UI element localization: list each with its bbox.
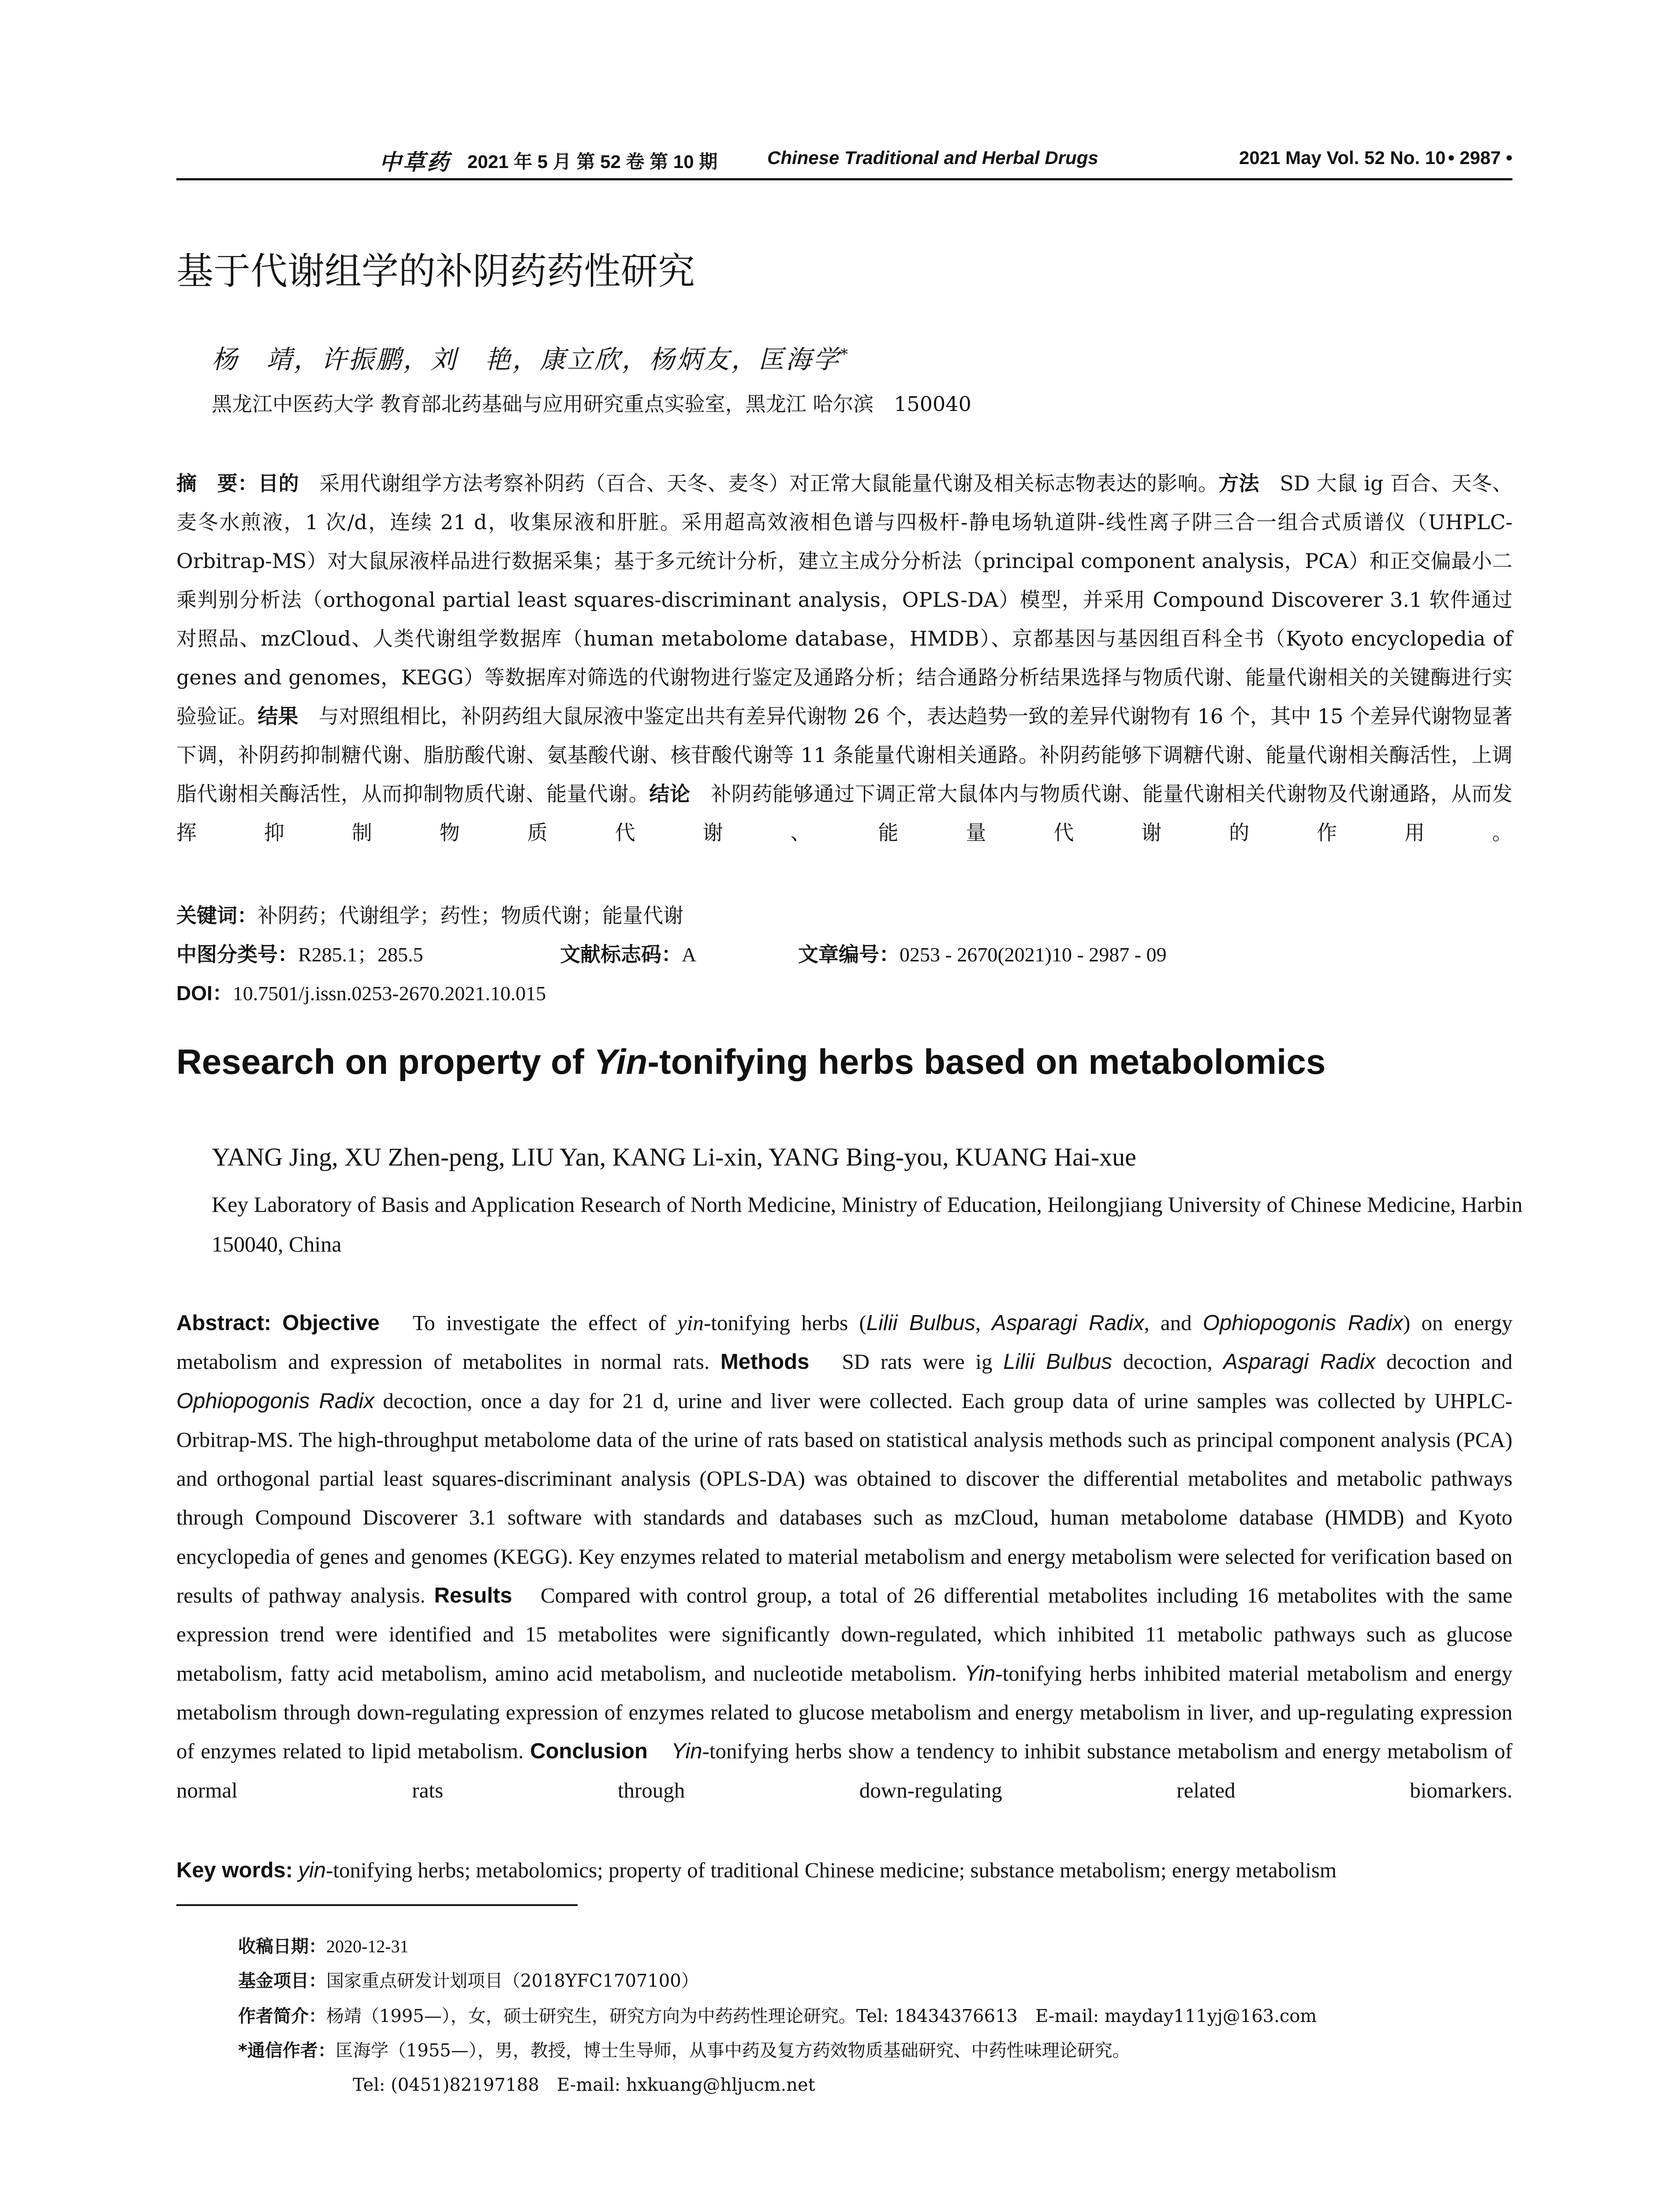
- conclusion-en: -tonifying herbs show a tendency to inhibit substance metabolism and energy metabolism of normal rats through down-regulating related biomarkers.: [176, 1739, 1512, 1802]
- yin-term: Yin: [671, 1739, 702, 1764]
- clc-value: R285.1；285.5: [298, 943, 423, 966]
- results-en-2: -tonifying herbs inhibited material metabolism and energy metabolism through down-regulating expression of enzymes related to glucose metabolism and energy metabolism in liver, and up-regulating expression of enzymes related to lipid metabolism.: [176, 1661, 1512, 1764]
- keywords-cn-text: 补阴药；代谢组学；药性；物质代谢；能量代谢: [258, 904, 683, 927]
- herb-lilii: Lilii Bulbus: [866, 1311, 975, 1335]
- footnote-rule: [176, 1904, 578, 1906]
- methods-label-en: Methods: [720, 1350, 810, 1374]
- keywords-cn: [176, 900, 683, 929]
- document-code-label: 文献标志码：: [560, 943, 682, 966]
- corresponding-mark: *: [840, 345, 850, 363]
- herb-ophiopogonis: Ophiopogonis Radix: [176, 1389, 374, 1413]
- article-id-value: 0253 - 2670(2021)10 - 2987 - 09: [900, 943, 1167, 966]
- page-number: • 2987 •: [1448, 147, 1512, 168]
- yin-term: Yin: [964, 1661, 996, 1686]
- herb-ophiopogonis: Ophiopogonis Radix: [1202, 1311, 1403, 1335]
- received-date: 2020-12-31: [326, 1936, 409, 1956]
- corresponding-label: *通信作者：: [238, 2041, 336, 2061]
- keywords-en-text: -tonifying herbs; metabolomics; property of traditional Chinese medicine; substance metabolism; energy metabolism: [326, 1858, 1337, 1882]
- keywords-en-label: Key words:: [176, 1858, 293, 1882]
- footnote-received: [238, 1932, 409, 1958]
- conclusion-cn: 补阴药能够通过下调正常大鼠体内与物质代谢、能量代谢相关代谢物及代谢通路，从而发挥抑制物质代谢、能量代谢的作用。: [176, 782, 1512, 845]
- yin-term: yin: [298, 1858, 326, 1882]
- received-label: 收稿日期：: [238, 1936, 326, 1957]
- abstract-cn: [176, 464, 1512, 852]
- objective-label-cn: 目的: [258, 472, 299, 495]
- conclusion-gap: [648, 1739, 672, 1763]
- methods-en-2: decoction,: [1112, 1349, 1224, 1374]
- methods-cn: SD 大鼠 ig 百合、天冬、麦冬水煎液，1 次/d，连续 21 d，收集尿液和肝脏。采用超高效液相色谱与四极杆-静电场轨道阱-线性离子阱三合一组合式质谱仪（UHPLC-Orbitrap-MS）对大鼠尿液样品进行数据采集；基于多元统计分析，建立主成分分析法（principal component analysis，PCA）和正交偏最小二乘判别分析法（orthogonal partial least squares-discriminant analysis，OPLS-DA）模型，并采用 Compound Discoverer 3.1 软件通过对照品、mzCloud、人类代谢组学数据库（human metabolome database，HMDB）、京都基因与基因组百科全书（Kyoto encyclopedia of genes and genomes，KEGG）等数据库对筛选的代谢物进行鉴定及通路分析；结合通路分析结果选择与物质代谢、能量代谢相关的关键酶进行实验验证。: [176, 471, 1513, 728]
- author-text: 杨靖（1995—），女，硕士研究生，研究方向为中药药性理论研究。Tel: 18434376613 E-mail: mayday111yj@163.com: [326, 2006, 1317, 2026]
- article-id: [798, 938, 1167, 968]
- title-en-pre: Research on property of: [176, 1042, 594, 1081]
- objective-en-3: ) on energy metabolism and expression of metabolites in normal rats.: [176, 1311, 1513, 1374]
- affiliation-cn: 黑龙江中医药大学 教育部北药基础与应用研究重点实验室，黑龙江 哈尔滨 150040: [212, 392, 971, 416]
- herb-asparagi: Asparagi Radix: [992, 1311, 1144, 1335]
- document-code: [560, 938, 696, 968]
- separator: , and: [1144, 1311, 1203, 1335]
- doi: [176, 977, 546, 1006]
- footnote-fund: [238, 1967, 699, 1992]
- objective-cn: 采用代谢组学方法考察补阴药（百合、天冬、麦冬）对正常大鼠能量代谢及相关标志物表达的影响。: [299, 471, 1219, 495]
- separator: ,: [975, 1311, 992, 1335]
- herb-asparagi: Asparagi Radix: [1223, 1350, 1376, 1374]
- header-rule: [176, 178, 1512, 180]
- running-header: [176, 145, 1512, 176]
- footnote-author: [238, 2002, 1317, 2027]
- corresponding-text: 匡海学（1955—），男，教授，博士生导师，从事中药及复方药效物质基础研究、中药性味理论研究。: [335, 2041, 1130, 2061]
- authors-en: YANG Jing, XU Zhen-peng, LIU Yan, KANG Li-xin, YANG Bing-you, KUANG Hai-xue: [212, 1143, 1136, 1171]
- methods-en-3: decoction and: [1375, 1349, 1513, 1374]
- clc-label: 中图分类号：: [176, 943, 298, 966]
- keywords-cn-label: 关键词：: [176, 904, 258, 927]
- abstract-cn-label: 摘 要：: [176, 472, 258, 495]
- results-label-cn: 结果: [258, 705, 299, 728]
- title-cn: 基于代谢组学的补阴药药性研究: [176, 250, 695, 293]
- journal-logo: 中草药: [379, 149, 451, 175]
- keywords-en: [176, 1857, 1337, 1883]
- author-label: 作者简介：: [238, 2006, 326, 2026]
- issue-cn: 2021 年 5 月 第 52 卷 第 10 期: [467, 151, 718, 172]
- footnote-corresponding: [238, 2037, 1130, 2062]
- methods-label-cn: 方法: [1218, 472, 1259, 495]
- doi-label: DOI：: [176, 982, 233, 1005]
- objective-en-1: To investigate the effect of: [379, 1311, 678, 1335]
- results-cn: 与对照组相比，补阴药组大鼠尿液中鉴定出共有差异代谢物 26 个，表达趋势一致的差异代谢物有 16 个，其中 15 个差异代谢物显著下调，补阴药抑制糖代谢、脂肪酸代谢、氨基酸代谢、核苷酸代谢等 11 条能量代谢相关通路。补阴药能够下调糖代谢、能量代谢相关酶活性，上调脂代谢相关酶活性，从而抑制物质代谢、能量代谢。: [176, 704, 1513, 806]
- objective-en-2: -tonifying herbs (: [703, 1311, 866, 1335]
- affiliation-en: Key Laboratory of Basis and Application Research of North Medicine, Ministry of Education, Heilongjiang University of Chinese Medicine, Harbin 150040, China: [212, 1192, 1523, 1256]
- title-en: [176, 1042, 1325, 1082]
- yin-term: yin: [677, 1311, 704, 1335]
- results-en-1: Compared with control group, a total of 26 differential metabolites including 16 metabolites with the same expression trend were identified and 15 metabolites were significantly down-regulated, which inhibited 11 metabolic pathways such as glucose metabolism, fatty acid metabolism, amino acid metabolism, and nucleotide metabolism.: [176, 1583, 1512, 1686]
- results-label-en: Results: [434, 1584, 512, 1608]
- document-code-value: A: [682, 943, 697, 966]
- fund-label: 基金项目：: [238, 1971, 326, 1991]
- journal-name-en: Chinese Traditional and Herbal Drugs: [767, 147, 1098, 168]
- objective-label-en: Objective: [282, 1311, 380, 1335]
- fund-text: 国家重点研发计划项目（2018YFC1707100）: [326, 1971, 699, 1991]
- clc-code: [176, 938, 423, 968]
- classification-row: [176, 938, 1512, 969]
- conclusion-label-cn: 结论: [649, 782, 691, 805]
- abstract-en-label: Abstract:: [176, 1311, 272, 1335]
- article-id-label: 文章编号：: [798, 943, 900, 966]
- methods-en-1: SD rats were ig: [809, 1349, 1004, 1374]
- footnote-contact: Tel: (0451)82197188 E-mail: hxkuang@hljucm.net: [353, 2075, 815, 2095]
- methods-en-4: decoction, once a day for 21 d, urine and liver were collected. Each group data of urine samples was collected by UHPLC-Orbitrap-MS. The high-throughput metabolome data of the urine of rats based on statistical analysis methods such as principal component analysis (PCA) and orthogonal partial least squares-discriminant analysis (OPLS-DA) was obtained to discover the differential metabolites and metabolic pathways through Compound Discoverer 3.1 software with standards and databases such as mzCloud, human metabolome database (HMDB) and Kyoto encyclopedia of genes and genomes (KEGG). Key enzymes related to material metabolism and energy metabolism were selected for verification based on results of pathway analysis.: [176, 1388, 1512, 1608]
- issue-en: 2021 May Vol. 52 No. 10: [1239, 147, 1446, 168]
- title-en-post: -tonifying herbs based on metabolomics: [647, 1042, 1326, 1081]
- conclusion-label-en: Conclusion: [530, 1739, 648, 1764]
- title-en-yin: Yin: [594, 1042, 648, 1081]
- herb-lilii: Lilii Bulbus: [1003, 1350, 1113, 1374]
- authors-cn-names: 杨 靖，许振鹏，刘 艳，康立欣，杨炳友，匡海学: [212, 344, 841, 374]
- authors-cn: [212, 339, 850, 376]
- abstract-en: [176, 1304, 1512, 1810]
- doi-link[interactable]: 10.7501/j.issn.0253-2670.2021.10.015: [232, 982, 546, 1005]
